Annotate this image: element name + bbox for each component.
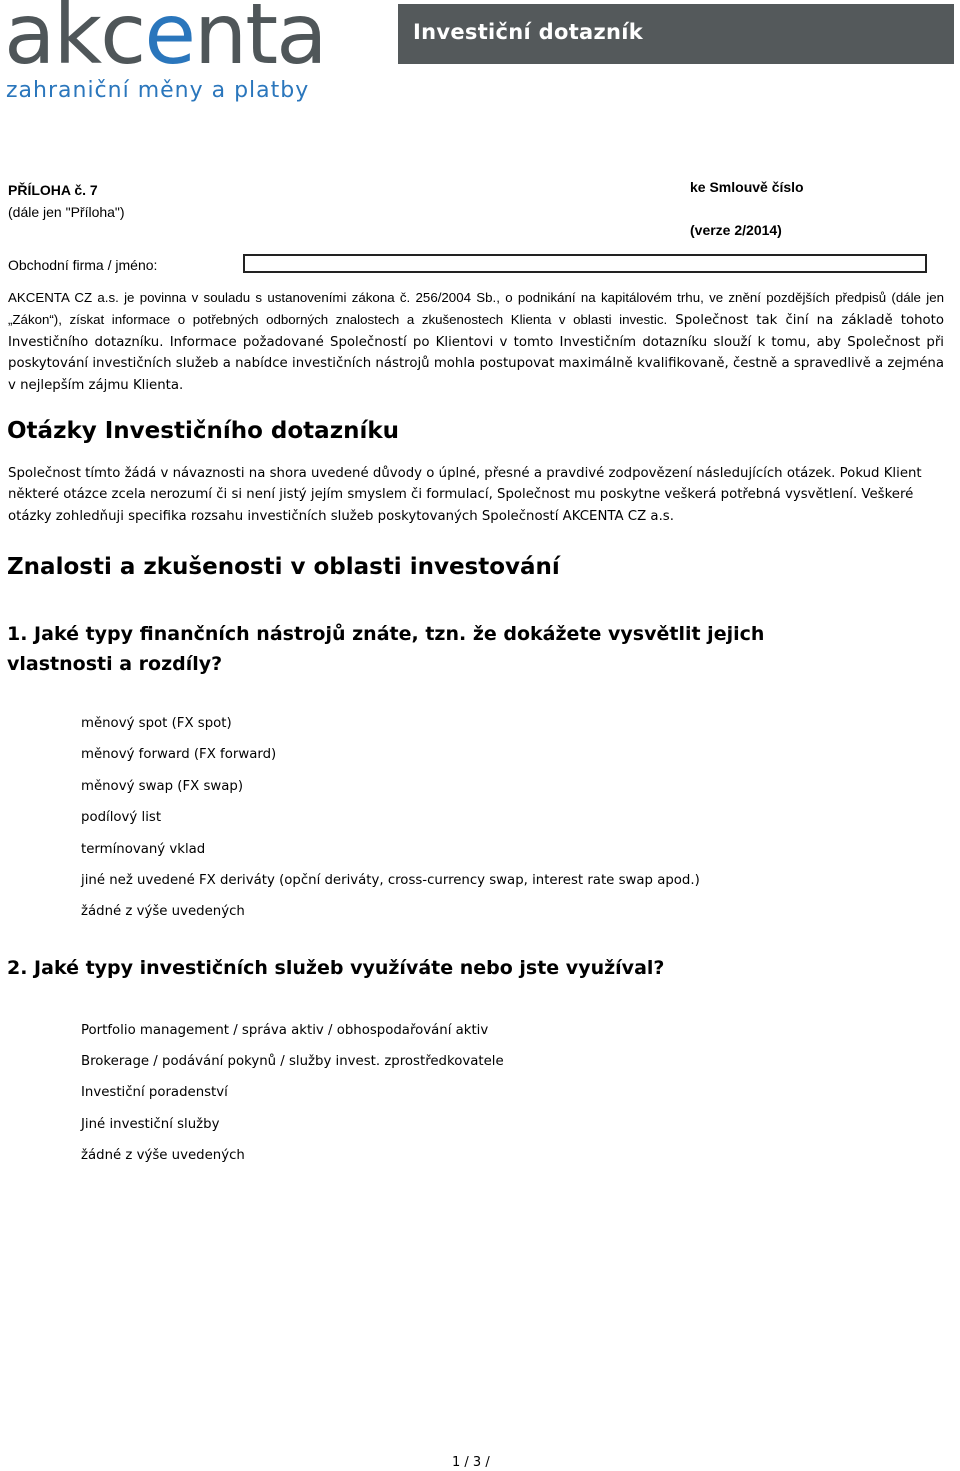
q1-option[interactable]: žádné z výše uvedených	[81, 904, 245, 919]
q1-option[interactable]: měnový forward (FX forward)	[81, 747, 277, 762]
q2-option[interactable]: Investiční poradenství	[81, 1085, 228, 1100]
section-heading-knowledge: Znalosti a zkušenosti v oblasti investování	[7, 554, 560, 580]
q1-option[interactable]: termínovaný vklad	[81, 842, 206, 857]
intro-text-2: Společnost tak činí na základě tohoto Investičního dotazníku.	[8, 313, 944, 350]
questions-intro-paragraph: Společnost tímto žádá v návaznosti na shora uvedené důvody o úplné, přesné a pravdivé zodpovězení následujících otázek. Pokud Klient některé otázce zcela nerozumí či si není jistý jejím smyslem či formulací, Společnost mu poskytne veškerá potřebná vysvětlení. Veškeré otázky zohledňuji specifika rozsahu investičních služeb poskytovaných Společností AKCENTA CZ a.s.	[8, 466, 922, 524]
document-title: Investiční dotazník	[413, 20, 644, 44]
question-1-title: 1. Jaké typy finančních nástrojů znáte, tzn. že dokážete vysvětlit jejich vlastnosti a rozdíly?	[7, 623, 765, 675]
section-heading-questions: Otázky Investičního dotazníku	[7, 418, 400, 444]
attachment-number: PŘÍLOHA č. 7	[8, 182, 98, 198]
q2-option[interactable]: Jiné investiční služby	[81, 1117, 220, 1132]
q2-option[interactable]: Brokerage / podávání pokynů / služby invest. zprostředkovatele	[81, 1054, 504, 1069]
title-banner	[398, 4, 954, 64]
page-number: 1 / 3 /	[452, 1455, 490, 1470]
question-2-title: 2. Jaké typy investičních služeb využíváte nebo jste využíval?	[7, 957, 665, 979]
logo-wordmark	[4, 0, 326, 83]
contract-number-label: ke Smlouvě číslo	[690, 179, 804, 195]
logo-part: akc	[4, 0, 145, 83]
q2-option[interactable]: Portfolio management / správa aktiv / obhospodařování aktiv	[81, 1023, 489, 1038]
q1-option[interactable]: jiné než uvedené FX deriváty (opční deriváty, cross-currency swap, interest rate swap apod.)	[81, 873, 700, 888]
intro-paragraph	[8, 287, 944, 396]
logo-tagline: zahraniční měny a platby	[6, 78, 310, 103]
logo-part-accent: e	[144, 0, 194, 83]
q1-option[interactable]: měnový swap (FX swap)	[81, 779, 244, 794]
logo-part: nta	[194, 0, 326, 83]
version-label: (verze 2/2014)	[690, 222, 782, 238]
company-name-field[interactable]	[243, 254, 927, 273]
intro-text-3: Informace požadované Společností po Klientovi v tomto Investičním dotazníku slouží k tomu, aby Společnost při poskytování investičních služeb a nabídce investičních nástrojů mohla postupovat maximálně kvalifikovaně, čestně a spravedlivě a zejména v nejlepším zájmu Klienta.	[8, 334, 944, 393]
attachment-alias: (dále jen "Příloha")	[8, 204, 125, 220]
company-name-label: Obchodní firma / jméno:	[8, 257, 158, 273]
q2-option[interactable]: žádné z výše uvedených	[81, 1148, 245, 1163]
q1-option[interactable]: podílový list	[81, 810, 162, 825]
q1-option[interactable]: měnový spot (FX spot)	[81, 716, 232, 731]
company-logo	[4, 0, 334, 110]
intro-text-1: AKCENTA CZ a.s. je povinna v souladu s ustanoveními zákona č. 256/2004 Sb., o podnikání na kapitálovém trhu, ve znění pozdějších předpisů (dále jen „Zákon“), získat informace o potřebných odborných znalostech a zkušenostech Klienta v oblasti investic.	[8, 290, 944, 328]
